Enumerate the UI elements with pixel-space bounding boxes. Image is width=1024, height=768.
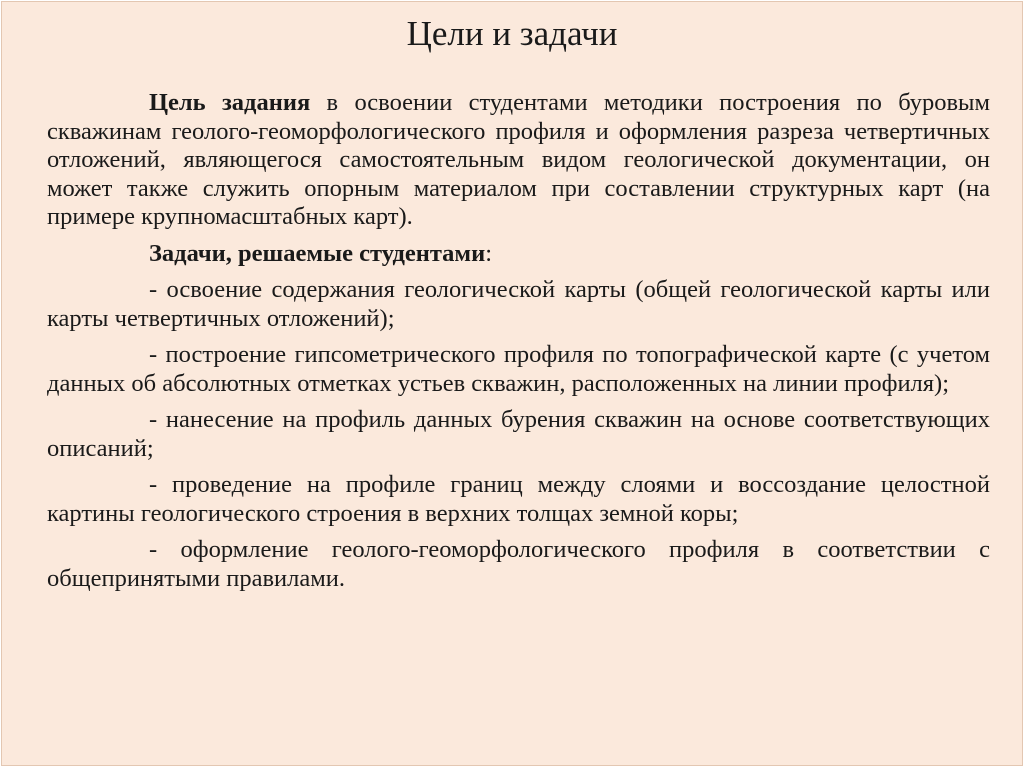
tasks-heading-label: Задачи, решаемые студентами <box>149 239 486 267</box>
goal-paragraph <box>47 89 990 232</box>
tasks-heading-suffix: : <box>485 239 493 267</box>
task-item: - нанесение на профиль данных бурения скважин на основе соответствующих описаний; <box>47 406 990 462</box>
task-item: - проведение на профиле границ между слоями и воссоздание целостной картины геологического строения в верхних толщах земной коры; <box>47 471 990 527</box>
tasks-heading <box>47 240 990 269</box>
slide-body <box>47 89 990 601</box>
goal-text: в освоении студентами методики построения по буровым скважинам геолого-геоморфологического профиля и оформления разреза четвертичных отложений, являющегося самостоятельным видом геологической документации, он может также служить опорным материалом при составлении структурных карт (на примере крупномасштабных карт). <box>47 89 991 230</box>
task-item: - оформление геолого-геоморфологического профиля в соответствии с общепринятыми правилами. <box>47 536 990 592</box>
goal-label: Цель задания <box>149 89 311 116</box>
task-item: - освоение содержания геологической карты (общей геологической карты или карты четвертичных отложений); <box>47 276 990 332</box>
slide <box>1 1 1023 766</box>
slide-title: Цели и задачи <box>406 14 618 53</box>
task-item: - построение гипсометрического профиля по топографической карте (с учетом данных об абсолютных отметках устьев скважин, расположенных на линии профиля); <box>47 341 990 397</box>
